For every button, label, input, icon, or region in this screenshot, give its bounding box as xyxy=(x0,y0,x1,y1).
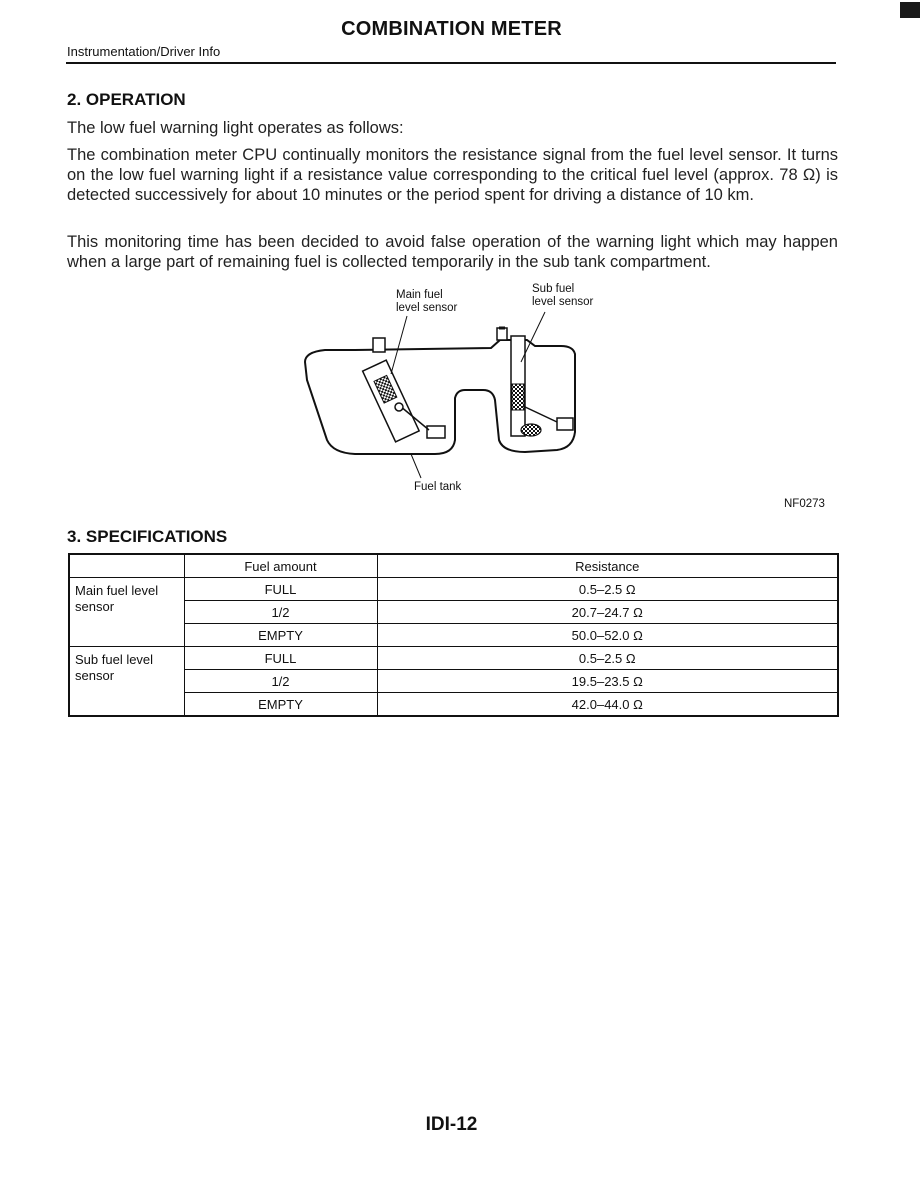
table-row xyxy=(69,670,838,693)
fuel-amount-cell: FULL xyxy=(184,578,377,601)
main-fuel-level-sensor xyxy=(363,360,420,442)
table-row xyxy=(69,647,838,670)
resistance-cell: 20.7–24.7 Ω xyxy=(377,601,838,624)
label-sub-line-2: level sensor xyxy=(532,296,594,308)
resistance-cell: 50.0–52.0 Ω xyxy=(377,624,838,647)
fuel-amount-cell: 1/2 xyxy=(184,670,377,693)
sensor-name-cell: Sub fuel level sensor xyxy=(69,647,184,717)
table-row xyxy=(69,693,838,717)
operation-paragraph-3: This monitoring time has been decided to avoid false operation of the warning light which may happen when a large part of remaining fuel is collected temporarily in the sub tank compartment. xyxy=(67,233,838,271)
specifications-table xyxy=(68,553,839,717)
sensor-name-cell: Main fuel level sensor xyxy=(69,578,184,647)
header-rule xyxy=(66,62,836,64)
fuel-amount-cell: 1/2 xyxy=(184,601,377,624)
label-sub-line-1: Sub fuel xyxy=(532,283,575,295)
page-number: IDI-12 xyxy=(425,1114,478,1135)
table-row xyxy=(69,578,838,601)
label-main-line-1: Main fuel xyxy=(396,289,443,301)
page-title: COMBINATION METER xyxy=(341,18,562,40)
corner-mark xyxy=(900,2,920,18)
specifications-heading: 3. SPECIFICATIONS xyxy=(67,527,228,546)
fuel-amount-cell: EMPTY xyxy=(184,624,377,647)
operation-paragraph-1: The low fuel warning light operates as follows: xyxy=(67,119,404,137)
figure-code: NF0273 xyxy=(784,498,825,510)
fuel-amount-cell: EMPTY xyxy=(184,693,377,717)
resistance-cell: 0.5–2.5 Ω xyxy=(377,647,838,670)
resistance-cell: 19.5–23.5 Ω xyxy=(377,670,838,693)
label-sub-fuel-sensor xyxy=(532,283,593,309)
label-main-line-2: level sensor xyxy=(396,302,458,314)
label-fuel-tank: Fuel tank xyxy=(414,481,462,493)
table-header-cell: Resistance xyxy=(377,554,838,578)
sub-fuel-level-sensor xyxy=(497,328,573,436)
table-header-row xyxy=(69,554,838,578)
operation-heading: 2. OPERATION xyxy=(67,90,186,109)
resistance-cell: 42.0–44.0 Ω xyxy=(377,693,838,717)
operation-paragraph-2: The combination meter CPU continually monitors the resistance signal from the fuel level sensor. It turns on the low fuel warning light if a resistance value corresponding to the critical fuel level (approx. 78 Ω) is detected successively for about 10 minutes or the period spent for driving a distance of 10 km. xyxy=(67,146,838,204)
table-row xyxy=(69,601,838,624)
table-header-cell: Fuel amount xyxy=(184,554,377,578)
label-main-fuel-sensor xyxy=(396,289,457,315)
table-header-cell xyxy=(69,554,184,578)
section-subtitle: Instrumentation/Driver Info xyxy=(67,44,221,59)
table-row xyxy=(69,624,838,647)
fuel-amount-cell: FULL xyxy=(184,647,377,670)
resistance-cell: 0.5–2.5 Ω xyxy=(377,578,838,601)
